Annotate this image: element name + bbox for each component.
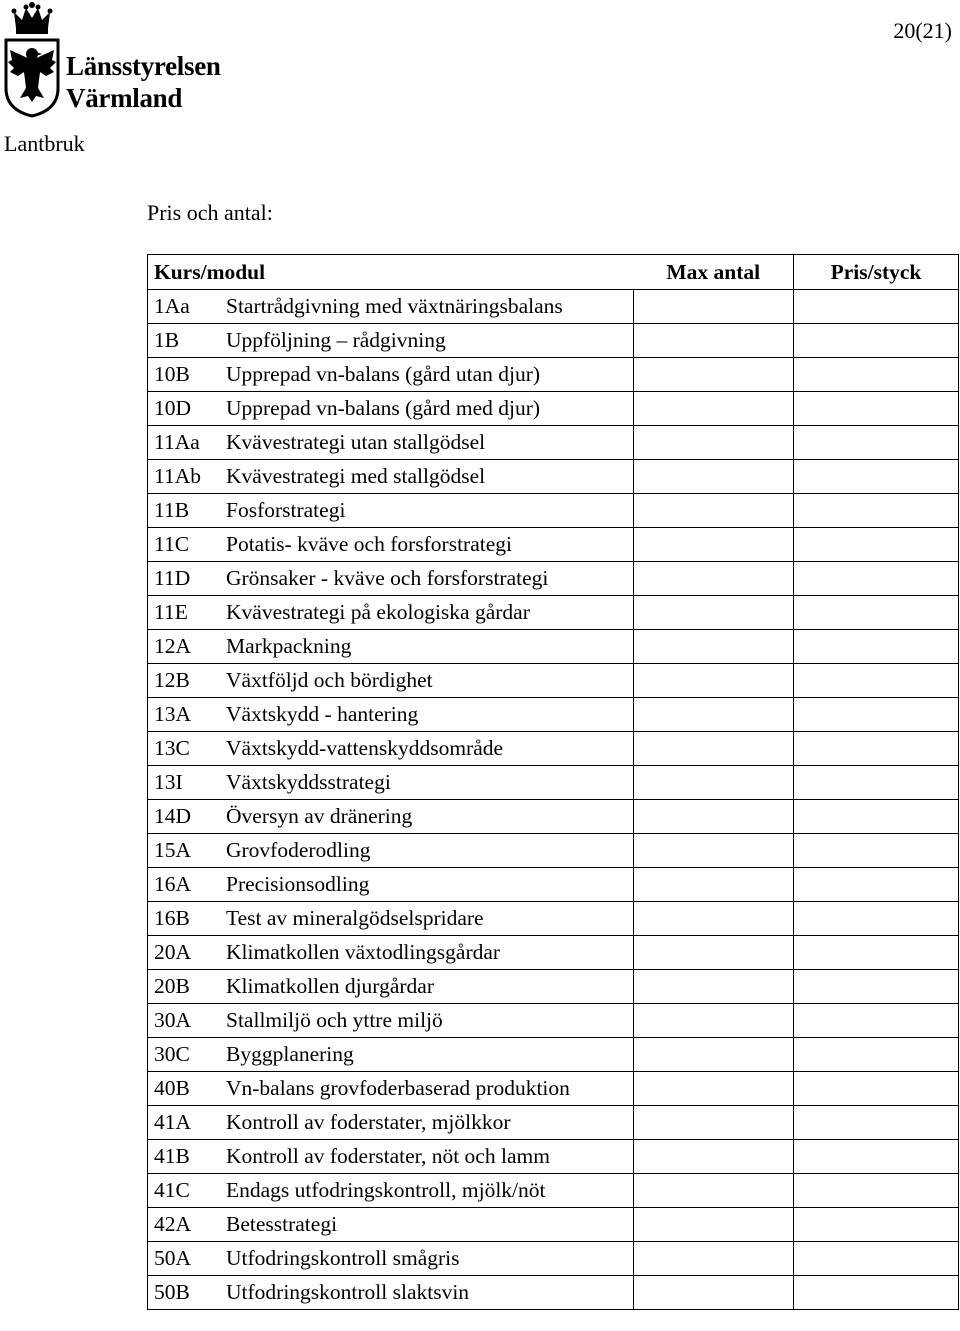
course-cell [148, 1038, 634, 1072]
pris-styck-cell [794, 494, 959, 528]
table-row [148, 868, 959, 902]
course-cell [148, 834, 634, 868]
course-code: 11Ab [154, 464, 201, 488]
course-cell [148, 1004, 634, 1038]
pris-styck-cell [794, 358, 959, 392]
table-row [148, 800, 959, 834]
course-code: 20A [154, 940, 192, 964]
max-antal-cell [634, 528, 794, 562]
course-code: 50A [154, 1246, 192, 1270]
max-antal-cell [634, 562, 794, 596]
course-cell [148, 562, 634, 596]
header-course: Kurs/modul [148, 255, 634, 290]
course-name: Startrådgivning med växtnäringsbalans [226, 294, 563, 318]
table-row [148, 698, 959, 732]
table-row [148, 1004, 959, 1038]
table-row [148, 1242, 959, 1276]
course-cell [148, 732, 634, 766]
table-row [148, 494, 959, 528]
pris-styck-cell [794, 1004, 959, 1038]
max-antal-cell [634, 902, 794, 936]
table-row [148, 1174, 959, 1208]
max-antal-cell [634, 1072, 794, 1106]
page-number: 20(21) [893, 18, 952, 43]
table-row [148, 732, 959, 766]
table-row [148, 902, 959, 936]
course-name: Kvävestrategi på ekologiska gårdar [226, 600, 530, 624]
course-cell [148, 426, 634, 460]
lansstyrelsen-logo [2, 2, 232, 118]
course-cell [148, 494, 634, 528]
course-cell [148, 596, 634, 630]
max-antal-cell [634, 1004, 794, 1038]
course-code: 13A [154, 702, 192, 726]
course-code: 11E [154, 600, 188, 624]
max-antal-cell [634, 290, 794, 324]
table-row [148, 358, 959, 392]
course-code: 16B [154, 906, 190, 930]
department-label: Lantbruk [4, 131, 85, 156]
course-name: Växtskydd-vattenskyddsområde [226, 736, 504, 760]
course-name: Fosforstrategi [226, 498, 346, 522]
pris-styck-cell [794, 1072, 959, 1106]
max-antal-cell [634, 970, 794, 1004]
header-pris-styck: Pris/styck [794, 255, 959, 290]
max-antal-cell [634, 324, 794, 358]
course-cell [148, 630, 634, 664]
max-antal-cell [634, 1038, 794, 1072]
max-antal-cell [634, 1174, 794, 1208]
max-antal-cell [634, 834, 794, 868]
course-name: Stallmiljö och yttre miljö [226, 1008, 443, 1032]
pris-styck-cell [794, 664, 959, 698]
pris-styck-cell [794, 1242, 959, 1276]
max-antal-cell [634, 392, 794, 426]
max-antal-cell [634, 698, 794, 732]
course-code: 41B [154, 1144, 190, 1168]
max-antal-cell [634, 494, 794, 528]
max-antal-cell [634, 358, 794, 392]
table-row [148, 1276, 959, 1310]
course-name: Upprepad vn-balans (gård med djur) [226, 396, 541, 420]
course-name: Potatis- kväve och forsforstrategi [226, 532, 512, 556]
course-name: Kvävestrategi med stallgödsel [226, 464, 486, 488]
max-antal-cell [634, 460, 794, 494]
pris-styck-cell [794, 698, 959, 732]
pris-styck-cell [794, 1038, 959, 1072]
course-cell [148, 290, 634, 324]
table-row [148, 1140, 959, 1174]
pris-styck-cell [794, 800, 959, 834]
table-row [148, 936, 959, 970]
table-row [148, 290, 959, 324]
max-antal-cell [634, 732, 794, 766]
table-row [148, 426, 959, 460]
max-antal-cell [634, 664, 794, 698]
pris-styck-cell [794, 392, 959, 426]
course-cell [148, 800, 634, 834]
course-code: 13I [154, 770, 183, 794]
course-code: 30C [154, 1042, 190, 1066]
pris-styck-cell [794, 766, 959, 800]
table-row [148, 392, 959, 426]
course-cell [148, 392, 634, 426]
table-row [148, 630, 959, 664]
course-code: 11B [154, 498, 190, 522]
course-code: 12B [154, 668, 190, 692]
course-code: 42A [154, 1212, 192, 1236]
course-name: Grönsaker - kväve och forsforstrategi [226, 566, 549, 590]
max-antal-cell [634, 1140, 794, 1174]
pris-styck-cell [794, 630, 959, 664]
course-code: 15A [154, 838, 192, 862]
max-antal-cell [634, 766, 794, 800]
pris-styck-cell [794, 1208, 959, 1242]
pris-styck-cell [794, 834, 959, 868]
table-row [148, 1038, 959, 1072]
course-name: Kontroll av foderstater, mjölkkor [226, 1110, 511, 1134]
course-code: 10B [154, 362, 190, 386]
course-code: 11D [154, 566, 191, 590]
pris-styck-cell [794, 290, 959, 324]
pris-styck-cell [794, 1174, 959, 1208]
course-name: Klimatkollen växtodlingsgårdar [226, 940, 501, 964]
course-cell [148, 698, 634, 732]
course-code: 11C [154, 532, 190, 556]
table-body [148, 290, 959, 1310]
course-name: Grovfoderodling [226, 838, 371, 862]
course-code: 12A [154, 634, 192, 658]
course-cell [148, 1140, 634, 1174]
course-cell [148, 1208, 634, 1242]
course-cell [148, 1174, 634, 1208]
table-header-row [148, 255, 959, 290]
course-cell [148, 358, 634, 392]
eagle-crest-icon [2, 2, 62, 118]
logo-wordmark-line2: Värmland [66, 83, 183, 113]
course-code: 14D [154, 804, 192, 828]
course-cell [148, 902, 634, 936]
course-code: 30A [154, 1008, 192, 1032]
course-name: Utfodringskontroll smågris [226, 1246, 460, 1270]
course-name: Test av mineralgödselspridare [226, 906, 484, 930]
max-antal-cell [634, 800, 794, 834]
course-name: Växtskyddsstrategi [226, 770, 391, 794]
table-row [148, 596, 959, 630]
table-row [148, 834, 959, 868]
table-row [148, 664, 959, 698]
course-cell [148, 528, 634, 562]
course-cell [148, 970, 634, 1004]
pris-styck-cell [794, 562, 959, 596]
course-code: 41C [154, 1178, 190, 1202]
pris-styck-cell [794, 528, 959, 562]
max-antal-cell [634, 596, 794, 630]
price-quantity-table [147, 254, 959, 1310]
pris-styck-cell [794, 324, 959, 358]
table-row [148, 1072, 959, 1106]
table-row [148, 324, 959, 358]
table-row [148, 766, 959, 800]
max-antal-cell [634, 1208, 794, 1242]
course-name: Översyn av dränering [226, 804, 413, 828]
table-row [148, 1208, 959, 1242]
course-name: Kvävestrategi utan stallgödsel [226, 430, 486, 454]
course-cell [148, 1242, 634, 1276]
table-row [148, 1106, 959, 1140]
course-name: Vn-balans grovfoderbaserad produktion [226, 1076, 570, 1100]
header-max-antal: Max antal [634, 255, 794, 290]
pris-styck-cell [794, 732, 959, 766]
course-code: 20B [154, 974, 190, 998]
max-antal-cell [634, 630, 794, 664]
course-cell [148, 868, 634, 902]
max-antal-cell [634, 1106, 794, 1140]
course-cell [148, 936, 634, 970]
course-code: 50B [154, 1280, 190, 1304]
course-name: Växtskydd - hantering [226, 702, 419, 726]
course-code: 16A [154, 872, 192, 896]
pris-styck-cell [794, 1106, 959, 1140]
course-code: 41A [154, 1110, 192, 1134]
course-cell [148, 1072, 634, 1106]
pris-styck-cell [794, 1140, 959, 1174]
course-code: 10D [154, 396, 192, 420]
course-name: Markpackning [226, 634, 352, 658]
table-row [148, 562, 959, 596]
pris-styck-cell [794, 596, 959, 630]
course-code: 13C [154, 736, 190, 760]
max-antal-cell [634, 936, 794, 970]
pris-styck-cell [794, 936, 959, 970]
course-name: Uppföljning – rådgivning [226, 328, 446, 352]
course-name: Precisionsodling [226, 872, 370, 896]
max-antal-cell [634, 426, 794, 460]
pris-styck-cell [794, 970, 959, 1004]
course-name: Endags utfodringskontroll, mjölk/nöt [226, 1178, 546, 1202]
course-name: Kontroll av foderstater, nöt och lamm [226, 1144, 550, 1168]
table-row [148, 528, 959, 562]
pris-styck-cell [794, 460, 959, 494]
course-cell [148, 1106, 634, 1140]
course-cell [148, 1276, 634, 1310]
course-cell [148, 664, 634, 698]
pris-styck-cell [794, 1276, 959, 1310]
course-name: Växtföljd och bördighet [226, 668, 433, 692]
course-code: 40B [154, 1076, 190, 1100]
max-antal-cell [634, 868, 794, 902]
course-name: Upprepad vn-balans (gård utan djur) [226, 362, 541, 386]
course-name: Byggplanering [226, 1042, 354, 1066]
course-name: Betesstrategi [226, 1212, 338, 1236]
course-name: Klimatkollen djurgårdar [226, 974, 434, 998]
table-row [148, 970, 959, 1004]
course-name: Utfodringskontroll slaktsvin [226, 1280, 470, 1304]
course-cell [148, 460, 634, 494]
course-code: 1Aa [154, 294, 190, 318]
section-title: Pris och antal: [147, 200, 273, 225]
logo-wordmark-line1: Länsstyrelsen [66, 51, 221, 81]
table-row [148, 460, 959, 494]
pris-styck-cell [794, 868, 959, 902]
course-code: 1B [154, 328, 180, 352]
max-antal-cell [634, 1242, 794, 1276]
course-code: 11Aa [154, 430, 200, 454]
course-cell [148, 766, 634, 800]
pris-styck-cell [794, 426, 959, 460]
course-cell [148, 324, 634, 358]
pris-styck-cell [794, 902, 959, 936]
max-antal-cell [634, 1276, 794, 1310]
